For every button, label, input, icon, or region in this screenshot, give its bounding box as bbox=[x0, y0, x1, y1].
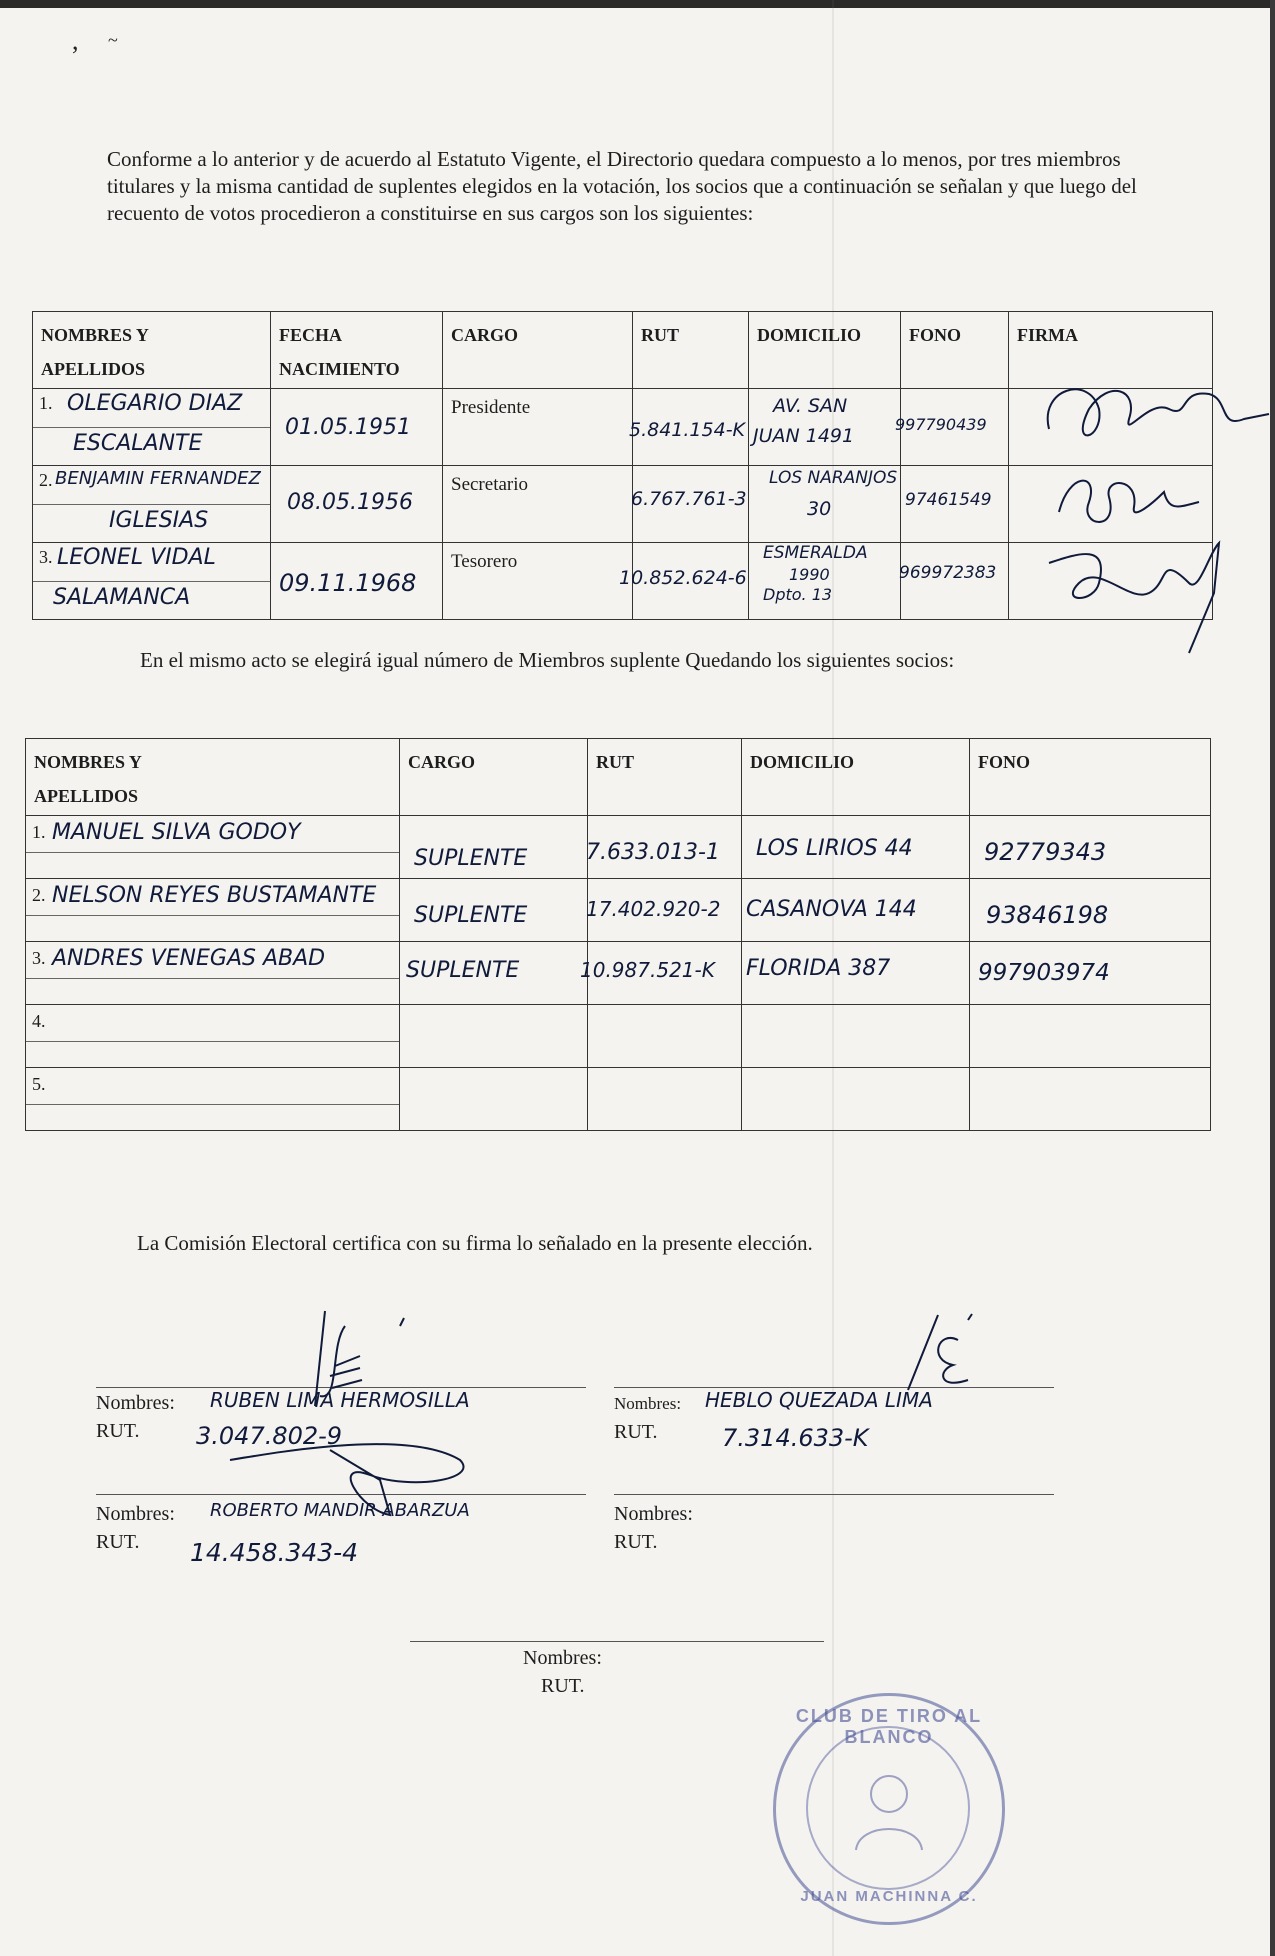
row-number: 4. bbox=[32, 1011, 46, 1031]
cargo-cell bbox=[400, 879, 588, 942]
fono-cell bbox=[970, 879, 1211, 942]
header-text: NACIMIENTO bbox=[279, 359, 400, 379]
signature-scribble bbox=[1039, 462, 1239, 542]
intro-paragraph: Conforme a lo anterior y de acuerdo al Estatuto Vigente, el Directorio quedara compuesto a lo menos, por tres miembros titulares y la misma cantidad de suplentes elegidos en la votación, los socios que a continuación se señalan y que luego del recuento de votos procedieron a constituirse en sus cargos son los siguientes: bbox=[107, 147, 1137, 225]
cell-divider bbox=[33, 581, 270, 582]
domicilio-cell bbox=[749, 389, 901, 466]
fono-cell bbox=[970, 816, 1211, 879]
rut-label: RUT. bbox=[614, 1421, 658, 1443]
handwritten-member-rut: 3.047.802-9 bbox=[196, 1422, 343, 1450]
handwritten-date: 01.05.1951 bbox=[285, 415, 411, 440]
signature-block-4 bbox=[614, 1500, 693, 1556]
cargo-cell bbox=[400, 1005, 588, 1068]
header-fono: FONO bbox=[901, 312, 1009, 389]
nombres-label: Nombres: bbox=[96, 1503, 175, 1525]
scan-right-edge bbox=[1270, 0, 1275, 1956]
nombre-cell bbox=[26, 1068, 400, 1131]
nombres-label: Nombres: bbox=[614, 1394, 682, 1413]
table-row bbox=[33, 543, 1213, 620]
domicilio-cell bbox=[749, 543, 901, 620]
cargo-label: Presidente bbox=[451, 397, 531, 418]
rut-cell bbox=[580, 942, 742, 1005]
fono-cell bbox=[970, 1005, 1211, 1068]
scan-speck: , bbox=[72, 26, 79, 55]
nombres-label: Nombres: bbox=[523, 1647, 602, 1669]
signature-line bbox=[410, 1641, 824, 1642]
handwritten-address: Dpto. 13 bbox=[763, 585, 833, 604]
rut-cell bbox=[629, 389, 749, 466]
handwritten-member-rut: 14.458.343-4 bbox=[190, 1538, 359, 1567]
signature-scribble bbox=[1029, 369, 1275, 459]
table-row bbox=[26, 1068, 1211, 1131]
row-number: 1. bbox=[39, 393, 53, 413]
club-stamp bbox=[773, 1693, 1005, 1925]
handwritten-rut: 6.767.761-3 bbox=[631, 488, 747, 510]
nombre-cell bbox=[33, 543, 271, 620]
fecha-cell bbox=[271, 466, 443, 543]
handwritten-rut: 5.841.154-K bbox=[629, 419, 746, 441]
fono-cell bbox=[970, 1068, 1211, 1131]
handwritten-date: 09.11.1968 bbox=[279, 569, 417, 597]
firma-cell bbox=[1009, 389, 1213, 466]
domicilio-cell bbox=[742, 1005, 970, 1068]
handwritten-phone: 97461549 bbox=[905, 490, 992, 510]
fono-cell bbox=[901, 466, 1009, 543]
handwritten-name: ANDRES VENEGAS ABAD bbox=[52, 946, 326, 971]
member-signature-1 bbox=[300, 1306, 500, 1416]
table-row bbox=[26, 816, 1211, 879]
cargo-cell bbox=[400, 816, 588, 879]
header-domicilio: DOMICILIO bbox=[742, 739, 970, 816]
rut-label: RUT. bbox=[96, 1420, 140, 1442]
nombres-label: Nombres: bbox=[96, 1392, 175, 1414]
header-fecha bbox=[271, 312, 443, 389]
header-cargo: CARGO bbox=[400, 739, 588, 816]
signature-scribble bbox=[1039, 533, 1259, 663]
rut-label: RUT. bbox=[96, 1531, 140, 1553]
nombres-label: Nombres: bbox=[614, 1503, 693, 1525]
cargo-label: Secretario bbox=[451, 474, 529, 495]
cargo-cell bbox=[400, 1068, 588, 1131]
domicilio-cell bbox=[742, 879, 970, 942]
handwritten-rut: 17.402.920-2 bbox=[586, 897, 721, 921]
nombre-cell bbox=[26, 942, 400, 1005]
handwritten-rut: 10.987.521-K bbox=[580, 958, 715, 982]
row-number: 2. bbox=[32, 885, 46, 905]
header-cargo: CARGO bbox=[443, 312, 633, 389]
table-row bbox=[33, 389, 1213, 466]
header-text: FECHA bbox=[279, 325, 342, 345]
handwritten-address: CASANOVA 144 bbox=[746, 897, 917, 922]
stamp-text-top: CLUB DE TIRO AL BLANCO bbox=[795, 1706, 983, 1747]
handwritten-surname: IGLESIAS bbox=[109, 508, 209, 533]
fecha-cell bbox=[271, 543, 443, 620]
handwritten-phone: 93846198 bbox=[986, 901, 1109, 929]
handwritten-phone: 997790439 bbox=[895, 415, 987, 434]
nombre-cell bbox=[33, 389, 271, 466]
rut-cell bbox=[588, 816, 742, 879]
row-number: 5. bbox=[32, 1074, 46, 1094]
handwritten-name: OLEGARIO DIAZ bbox=[67, 391, 243, 416]
header-text: NOMBRES Y bbox=[41, 325, 149, 345]
handwritten-date: 08.05.1956 bbox=[287, 490, 413, 515]
handwritten-member-name: RUBEN LIMA HERMOSILLA bbox=[210, 1388, 470, 1412]
handwritten-address: AV. SAN bbox=[773, 395, 848, 417]
rut-cell bbox=[619, 543, 749, 620]
table-row bbox=[26, 1005, 1211, 1068]
header-fono: FONO bbox=[970, 739, 1211, 816]
handwritten-member-rut: 7.314.633-K bbox=[722, 1424, 869, 1452]
handwritten-surname: ESCALANTE bbox=[73, 431, 203, 456]
header-text: NOMBRES Y bbox=[34, 752, 142, 772]
rut-cell bbox=[633, 466, 749, 543]
handwritten-name: LEONEL VIDAL bbox=[57, 545, 216, 570]
firma-cell bbox=[1009, 543, 1213, 620]
signature-block-3 bbox=[96, 1500, 175, 1556]
cell-divider bbox=[26, 978, 399, 979]
signature-block-2 bbox=[614, 1390, 681, 1446]
stamp-portrait-icon bbox=[844, 1762, 934, 1852]
header-text: APELLIDOS bbox=[34, 786, 139, 806]
domicilio-cell bbox=[742, 1068, 970, 1131]
handwritten-address: ESMERALDA bbox=[763, 543, 868, 563]
cell-divider bbox=[26, 915, 399, 916]
handwritten-surname: SALAMANCA bbox=[53, 585, 191, 610]
suplentes-intro: En el mismo acto se elegirá igual número de Miembros suplente Quedando los siguientes socios: bbox=[140, 648, 955, 672]
member-signature-3 bbox=[210, 1420, 510, 1540]
header-nombres bbox=[26, 739, 400, 816]
handwritten-name: BENJAMIN FERNANDEZ bbox=[55, 468, 261, 489]
row-number: 3. bbox=[32, 948, 46, 968]
handwritten-phone: 997903974 bbox=[978, 960, 1110, 986]
stamp-text-bottom: JUAN MACHINNA C. bbox=[800, 1888, 978, 1905]
handwritten-phone: 969972383 bbox=[899, 563, 997, 583]
fono-cell bbox=[901, 543, 1009, 620]
handwritten-cargo: SUPLENTE bbox=[414, 903, 528, 928]
row-number: 3. bbox=[39, 547, 53, 567]
table-row bbox=[33, 466, 1213, 543]
suplentes-table bbox=[25, 738, 1211, 1131]
scan-top-edge bbox=[0, 0, 1275, 8]
fono-cell bbox=[970, 942, 1211, 1005]
handwritten-address: FLORIDA 387 bbox=[746, 956, 891, 981]
domicilio-cell bbox=[742, 942, 970, 1005]
handwritten-rut: 10.852.624-6 bbox=[619, 567, 747, 589]
header-rut: RUT bbox=[633, 312, 749, 389]
rut-cell bbox=[588, 1005, 742, 1068]
table-row bbox=[26, 942, 1211, 1005]
handwritten-cargo: SUPLENTE bbox=[406, 958, 520, 983]
member-signature-2 bbox=[898, 1310, 1018, 1400]
table-row bbox=[26, 879, 1211, 942]
handwritten-address: LOS NARANJOS bbox=[769, 468, 898, 488]
header-nombres bbox=[33, 312, 271, 389]
rut-label: RUT. bbox=[541, 1675, 585, 1697]
handwritten-address: JUAN 1491 bbox=[753, 425, 855, 447]
nombre-cell bbox=[26, 879, 400, 942]
handwritten-name: MANUEL SILVA GODOY bbox=[52, 820, 301, 845]
domicilio-cell bbox=[749, 466, 901, 543]
cargo-cell bbox=[400, 942, 588, 1005]
handwritten-phone: 92779343 bbox=[984, 838, 1107, 866]
row-number: 1. bbox=[32, 822, 46, 842]
handwritten-address: 30 bbox=[807, 498, 832, 520]
signature-block-1 bbox=[96, 1389, 175, 1445]
cell-divider bbox=[26, 852, 399, 853]
handwritten-address: LOS LIRIOS 44 bbox=[756, 836, 913, 861]
cell-divider bbox=[33, 504, 270, 505]
titulares-table bbox=[32, 311, 1213, 620]
cell-divider bbox=[26, 1104, 399, 1105]
firma-cell bbox=[1009, 466, 1213, 543]
handwritten-member-name: ROBERTO MANDIR ABARZUA bbox=[210, 1500, 470, 1521]
header-rut: RUT bbox=[588, 739, 742, 816]
rut-cell bbox=[588, 1068, 742, 1131]
cargo-cell bbox=[443, 389, 633, 466]
rut-label: RUT. bbox=[614, 1531, 658, 1553]
header-domicilio: DOMICILIO bbox=[749, 312, 901, 389]
handwritten-rut: 7.633.013-1 bbox=[586, 840, 720, 865]
rut-cell bbox=[588, 879, 742, 942]
handwritten-name: NELSON REYES BUSTAMANTE bbox=[52, 883, 377, 908]
fono-cell bbox=[895, 389, 1009, 466]
cell-divider bbox=[33, 427, 270, 428]
row-number: 2. bbox=[39, 470, 53, 490]
nombre-cell bbox=[26, 816, 400, 879]
nombre-cell bbox=[33, 466, 271, 543]
signature-line bbox=[614, 1494, 1054, 1495]
table-header-row bbox=[26, 739, 1211, 816]
handwritten-address: 1990 bbox=[789, 565, 830, 584]
domicilio-cell bbox=[742, 816, 970, 879]
scan-speck: ~ bbox=[108, 30, 118, 50]
header-text: APELLIDOS bbox=[41, 359, 146, 379]
cargo-cell bbox=[443, 466, 633, 543]
handwritten-cargo: SUPLENTE bbox=[414, 846, 528, 871]
handwritten-member-name: HEBLO QUEZADA LIMA bbox=[705, 1388, 933, 1412]
signature-block-5 bbox=[523, 1644, 602, 1700]
certification-text: La Comisión Electoral certifica con su firma lo señalado en la presente elección. bbox=[137, 1231, 813, 1255]
fecha-cell bbox=[271, 389, 443, 466]
header-firma: FIRMA bbox=[1009, 312, 1213, 389]
cell-divider bbox=[26, 1041, 399, 1042]
nombre-cell bbox=[26, 1005, 400, 1068]
cargo-label: Tesorero bbox=[451, 551, 518, 572]
cargo-cell bbox=[443, 543, 633, 620]
